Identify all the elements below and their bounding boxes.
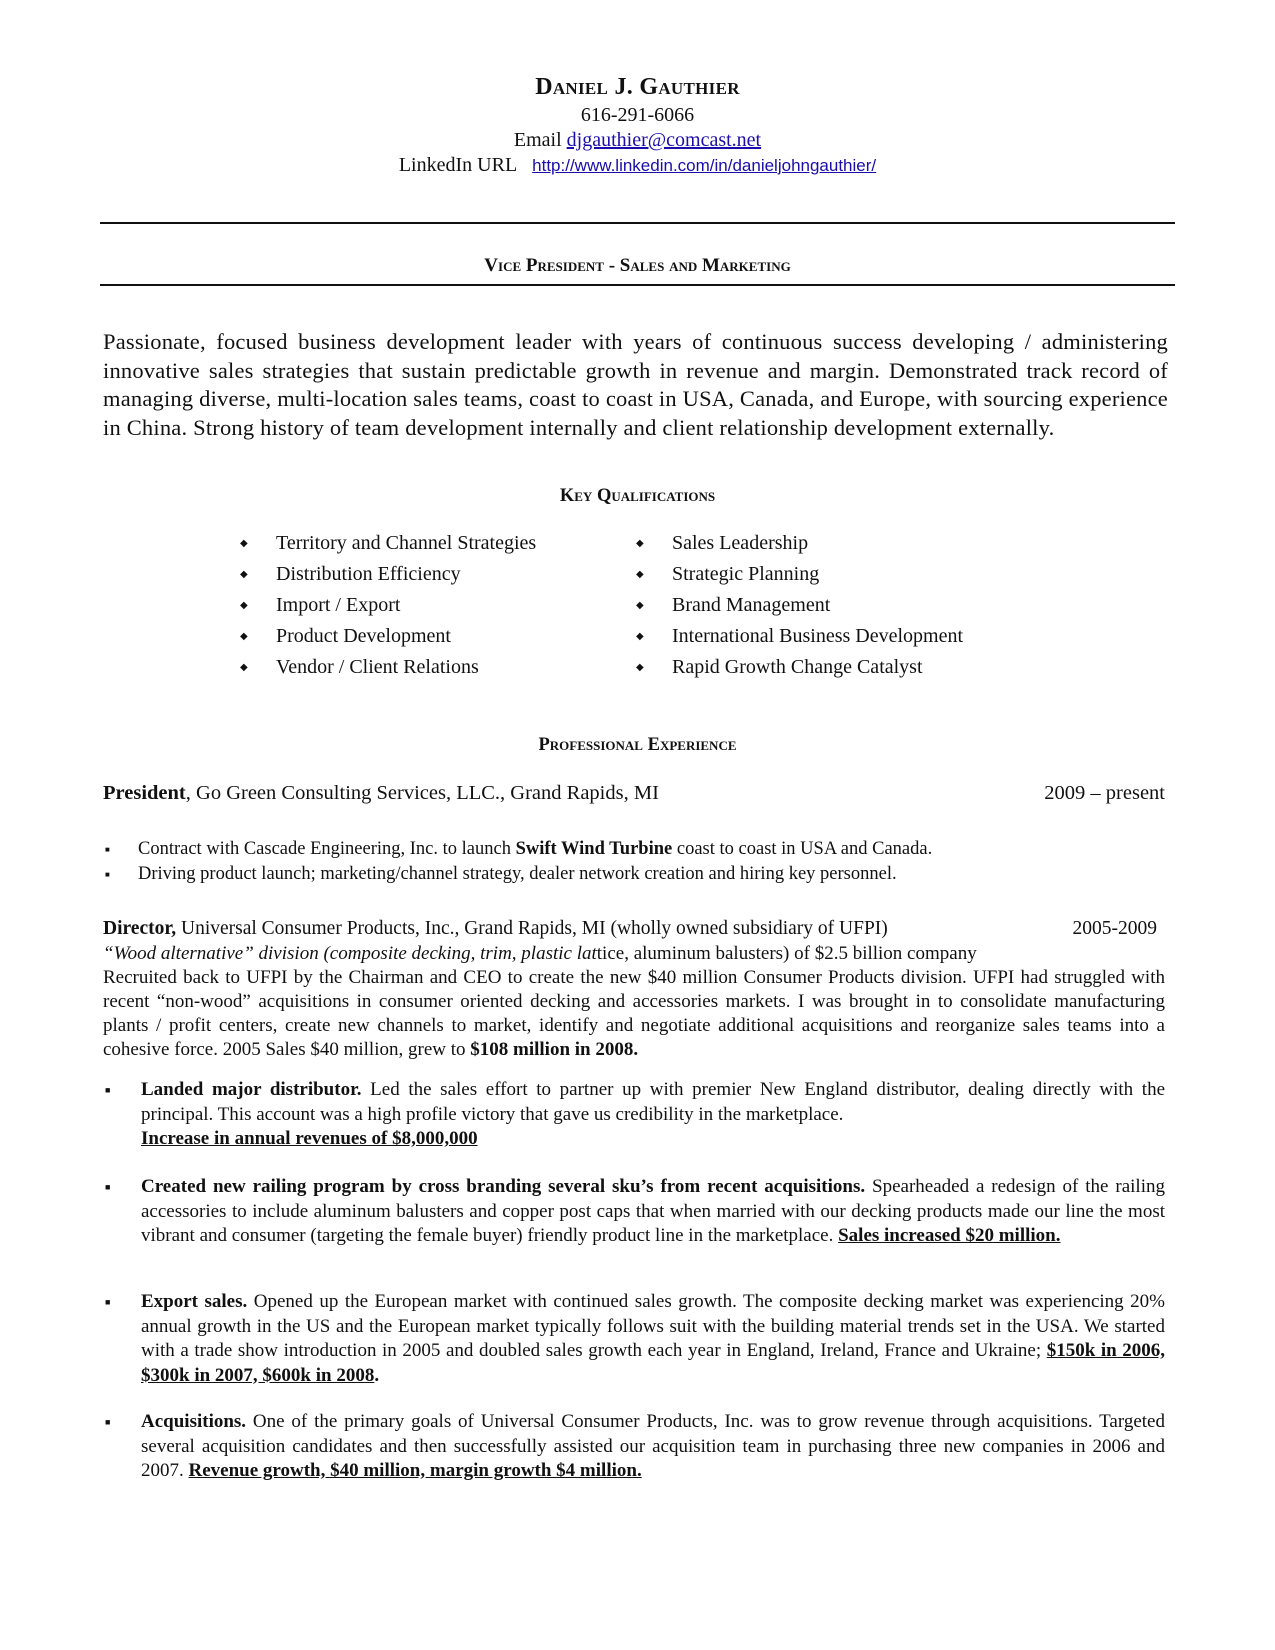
qualifications-title: Key Qualifications xyxy=(559,486,716,506)
qualification-item: ◆ International Business Development xyxy=(636,621,1036,652)
bullet-bold: Swift Wind Turbine xyxy=(515,839,673,859)
job1-bullets xyxy=(103,837,1163,887)
qualification-item: ◆ Sales Leadership xyxy=(636,528,1036,559)
division-description xyxy=(103,942,1165,966)
achievement-heading: Acquisitions. xyxy=(141,1411,247,1432)
qualification-item: ◆ Territory and Channel Strategies xyxy=(240,528,600,559)
achievement-body: Led the sales effort to partner up with premier New England distributor, dealing directly with the principal. This account was a high profile victory that gave us credibility in the marketplace. xyxy=(141,1079,1165,1125)
job-company: Universal Consumer Products, Inc., Grand Rapids, MI (wholly owned subsidiary of UFPI) xyxy=(176,918,888,939)
job-dates: 2009 – present xyxy=(1044,782,1165,804)
achievement-railing xyxy=(103,1175,1165,1249)
qualification-item: ◆ Rapid Growth Change Catalyst xyxy=(636,652,1036,683)
achievement-body: One of the primary goals of Universal Consumer Products, Inc. was to grow revenue through acquisitions. Targeted several acquisition candidates and then successfully assisted our acquisition team in purchasing three new companies in 2006 and 2007. xyxy=(141,1411,1165,1481)
qualification-item: ◆ Import / Export xyxy=(240,590,600,621)
achievement-result: Increase in annual revenues of $8,000,000 xyxy=(141,1128,478,1149)
description-result: $108 million in 2008. xyxy=(470,1039,639,1060)
qualification-item: ◆ Brand Management xyxy=(636,590,1036,621)
achievement-result: Sales increased $20 million. xyxy=(838,1225,1061,1246)
division-rest: tice, aluminum balusters) of $2.5 billion company xyxy=(596,943,977,964)
achievement-export xyxy=(103,1290,1165,1388)
email-line xyxy=(0,129,1275,152)
linkedin-line xyxy=(0,154,1275,177)
bullet-square-icon: ■ xyxy=(105,1182,111,1192)
division-italic: “Wood alternative” division (composite decking, trim, plastic lat xyxy=(103,943,597,964)
qualifications-left-list xyxy=(240,528,600,683)
bullet-square-icon: ■ xyxy=(105,1417,111,1427)
summary-paragraph: Passionate, focused business development leader with years of continuous success developing / administering innovative sales strategies that sustain predictable growth in revenue and margin. Demonstrated track record of managing diverse, multi-location sales teams, coast to coast in USA, Canada, and Europe, with sourcing experience in China. Strong history of team development internally and client relationship development externally. xyxy=(103,329,1168,440)
job-heading-director xyxy=(103,918,1165,940)
job-heading-president xyxy=(103,782,1165,805)
job-company: , Go Green Consulting Services, LLC., Grand Rapids, MI xyxy=(185,782,659,804)
job-bullet xyxy=(103,837,1163,862)
description-text: Recruited back to UFPI by the Chairman and CEO to create the new $40 million Consumer Products division. UFPI had struggled with recent “non-wood” acquisitions in consumer oriented decking and accessories markets. I was brought in to consolidate manufacturing plants / profit centers, create new channels to market, identify and negotiate additional acquisitions and reorganize sales teams into a cohesive force. 2005 Sales $40 million, grew to xyxy=(103,967,1165,1060)
job-role: President xyxy=(103,782,186,804)
bullet-square-icon: ■ xyxy=(105,1085,111,1095)
qualification-item: ◆ Product Development xyxy=(240,621,600,652)
achievement-result: Revenue growth, $40 million, margin growth $4 million. xyxy=(188,1460,642,1481)
job-bullet: ■ Driving product launch; marketing/channel strategy, dealer network creation and hiring key personnel. xyxy=(103,862,1163,887)
candidate-name: Daniel J. Gauthier xyxy=(535,74,740,100)
achievement-heading: Export sales. xyxy=(141,1291,248,1312)
achievement-body: Spearheaded a redesign of the railing accessories to include aluminum balusters and copper post caps that when married with our decking products made our line the most vibrant and consumer (targeting the female buyer) friendly product line in the marketplace. xyxy=(141,1176,1165,1246)
top-divider xyxy=(100,222,1175,224)
bullet-square-icon: ■ xyxy=(105,1297,111,1307)
achievement-result: $150k in 2006, $300k in 2007, $600k in 2008 xyxy=(141,1340,1165,1386)
email-link[interactable]: djgauthier@comcast.net xyxy=(566,129,762,151)
qualifications-right-list xyxy=(636,528,1036,683)
linkedin-link[interactable]: http://www.linkedin.com/in/danieljohngauthier/ xyxy=(532,156,877,175)
director-description xyxy=(103,966,1165,1062)
headline-divider xyxy=(100,284,1175,286)
experience-title: Professional Experience xyxy=(538,735,737,755)
phone-number: 616-291-6066 xyxy=(580,104,695,126)
achievement-body: Opened up the European market with continued sales growth. The composite decking market was experiencing 20% annual growth in the US and the European market typically follows suit with the building material trends set in the USA. We started with a trade show introduction in 2005 and doubled sales growth each year in England, Ireland, France and Ukraine; xyxy=(141,1291,1165,1361)
email-label: Email xyxy=(513,129,562,151)
bullet-text: Contract with Cascade Engineering, Inc. to launch xyxy=(138,839,516,859)
achievement-acquisitions xyxy=(103,1410,1165,1484)
headline-title: Vice President - Sales and Marketing xyxy=(484,255,791,276)
job-role: Director, xyxy=(103,918,177,939)
job-dates: 2005-2009 xyxy=(1072,918,1157,939)
achievement-heading: Created new railing program by cross branding several sku’s from recent acquisitions. xyxy=(141,1176,866,1197)
achievement-end: . xyxy=(374,1364,380,1386)
achievement-distributor xyxy=(103,1078,1165,1152)
linkedin-label: LinkedIn URL xyxy=(398,154,518,176)
achievement-heading: Landed major distributor. xyxy=(141,1079,362,1100)
qualification-item: ◆ Distribution Efficiency xyxy=(240,559,600,590)
qualification-item: ◆ Vendor / Client Relations xyxy=(240,652,600,683)
bullet-text: coast to coast in USA and Canada. xyxy=(672,839,933,859)
qualification-item: ◆ Strategic Planning xyxy=(636,559,1036,590)
